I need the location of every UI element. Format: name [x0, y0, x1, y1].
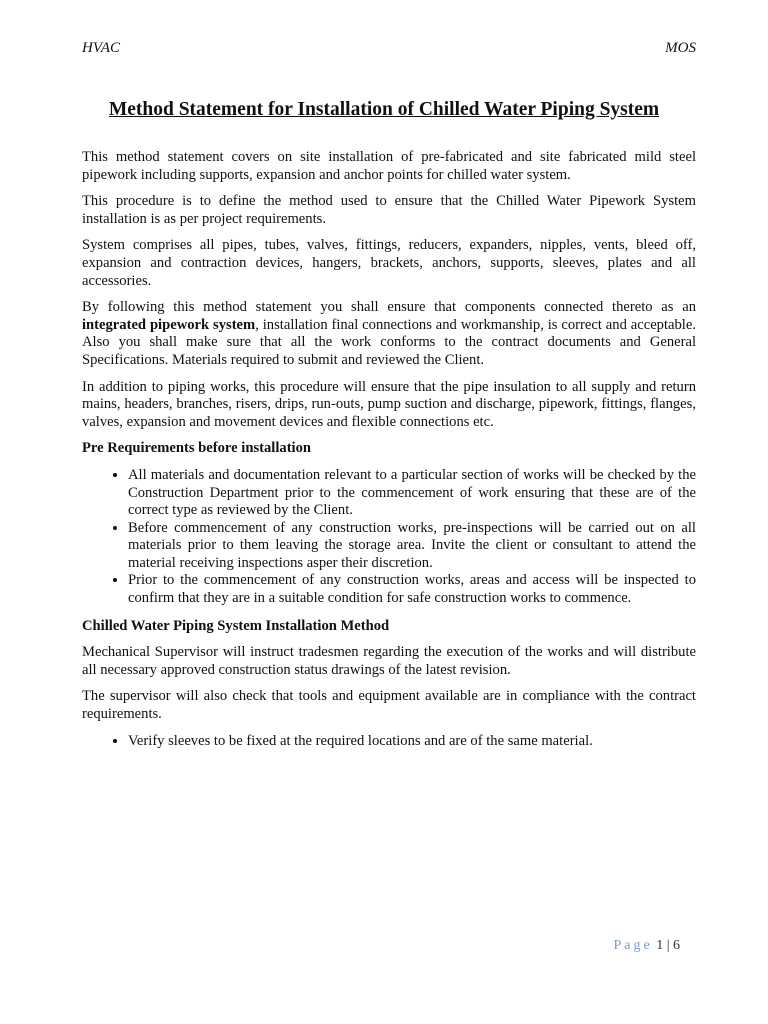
page-separator: |: [666, 938, 670, 953]
page-total: 6: [673, 938, 680, 953]
prerequirements-list: [82, 467, 696, 608]
list-item: • Prior to the commencement of any construction works, areas and access will be inspected to confirm that they are in a suitable condition for safe construction works to commence.: [128, 572, 696, 607]
insulation-paragraph: In addition to piping works, this procedure will ensure that the pipe insulation to all supply and return mains, headers, branches, risers, drips, run-outs, pump suction and discharge, pipework, fittings, flanges, valves, expansion and movement devices and flexible connections etc.: [82, 378, 696, 430]
page-footer: [613, 938, 680, 954]
list-item: • Verify sleeves to be fixed at the required locations and are of the same material.: [128, 733, 696, 751]
header-left: HVAC: [82, 40, 121, 56]
intro-paragraph-3: System comprises all pipes, tubes, valves, fittings, reducers, expanders, nipples, vents, bleed off, expansion and contraction devices, hangers, brackets, anchors, supports, sleeves, plates and all accessories.: [82, 237, 696, 289]
components-text-bold: integrated pipework system: [82, 316, 256, 333]
header-right: MOS: [665, 40, 696, 56]
page-current: 1: [656, 938, 664, 953]
section-heading-prerequirements: Pre Requirements before installation: [82, 440, 312, 457]
intro-paragraph-2: This procedure is to define the method used to ensure that the Chilled Water Pipework System installation is as per project requirements.: [82, 193, 696, 227]
method-paragraph-2: The supervisor will also check that tools and equipment available are in compliance with the contract requirements.: [82, 688, 696, 723]
section-heading-installation-method: Chilled Water Piping System Installation Method: [82, 617, 390, 634]
intro-paragraph-1: This method statement covers on site installation of pre-fabricated and site fabricated mild steel pipework including supports, expansion and anchor points for chilled water system.: [82, 149, 696, 183]
page-word: Page: [613, 938, 653, 953]
list-item: • Before commencement of any construction works, pre-inspections will be carried out on all materials prior to them leaving the storage area. Invite the client or consultant to attend the material receiving inspections asper their discretion.: [128, 520, 696, 573]
components-text-before: By following this method statement you shall ensure that components connected thereto as an: [82, 299, 696, 316]
page-header: [82, 40, 696, 57]
document-title: Method Statement for Installation of Chilled Water Piping System: [108, 99, 660, 120]
components-paragraph: [82, 299, 696, 369]
components-text-after: , installation final connections and workmanship, is correct and acceptable. Also you shall make sure that all the work conforms to the contract documents and General Specifications. Materials required to submit and reviewed the Client.: [82, 316, 696, 368]
method-paragraph-1: Mechanical Supervisor will instruct tradesmen regarding the execution of the works and will distribute all necessary approved construction status drawings of the latest revision.: [82, 644, 696, 678]
list-item: • All materials and documentation relevant to a particular section of works will be checked by the Construction Department prior to the commencement of work ensuring that these are of the correct type as reviewed by the Client.: [128, 467, 696, 520]
method-list: [82, 733, 696, 751]
document-body: [82, 149, 696, 760]
